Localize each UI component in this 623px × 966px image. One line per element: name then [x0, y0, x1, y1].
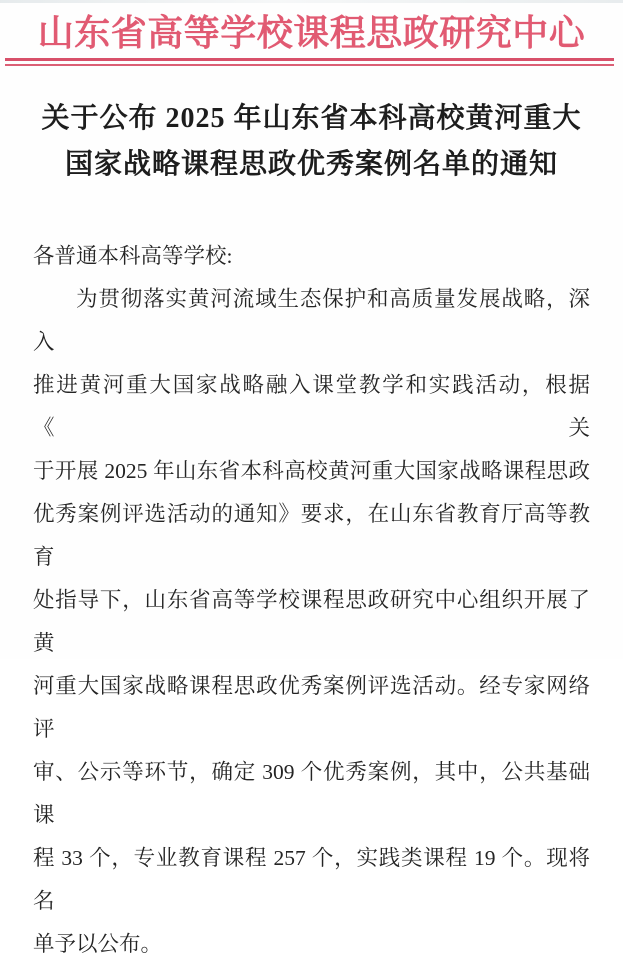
- notice-title: [0, 96, 623, 188]
- body-line: 单予以公布。: [33, 932, 163, 956]
- notice-body: [33, 235, 590, 966]
- notice-title-line-1: 关于公布 2025 年山东省本科高校黄河重大: [41, 103, 582, 134]
- salutation: 各普通本科高等学校:: [33, 244, 233, 268]
- letterhead-rule-thick: [5, 58, 614, 61]
- body-line: 河重大国家战略课程思政优秀案例评选活动。经专家网络评: [33, 674, 590, 741]
- body-line: 优秀案例评选活动的通知》要求，在山东省教育厅高等教育: [33, 502, 590, 569]
- body-line: 为贯彻落实黄河流域生态保护和高质量发展战略，深入: [33, 287, 590, 354]
- notice-title-line-2: 国家战略课程思政优秀案例名单的通知: [64, 149, 558, 180]
- body-line: 程 33 个，专业教育课程 257 个，实践类课程 19 个。现将名: [33, 846, 590, 913]
- body-line: 审、公示等环节，确定 309 个优秀案例，其中，公共基础课: [33, 760, 590, 827]
- letterhead-org-name: 山东省高等学校课程思政研究中心: [37, 13, 586, 53]
- body-line: 推进黄河重大国家战略融入课堂教学和实践活动，根据《关: [33, 373, 590, 440]
- scan-artifact-top: [0, 0, 623, 3]
- letterhead-rule-thin: [5, 64, 614, 66]
- body-line: 于开展 2025 年山东省本科高校黄河重大国家战略课程思政: [33, 459, 590, 483]
- body-line: 处指导下，山东省高等学校课程思政研究中心组织开展了黄: [33, 588, 590, 655]
